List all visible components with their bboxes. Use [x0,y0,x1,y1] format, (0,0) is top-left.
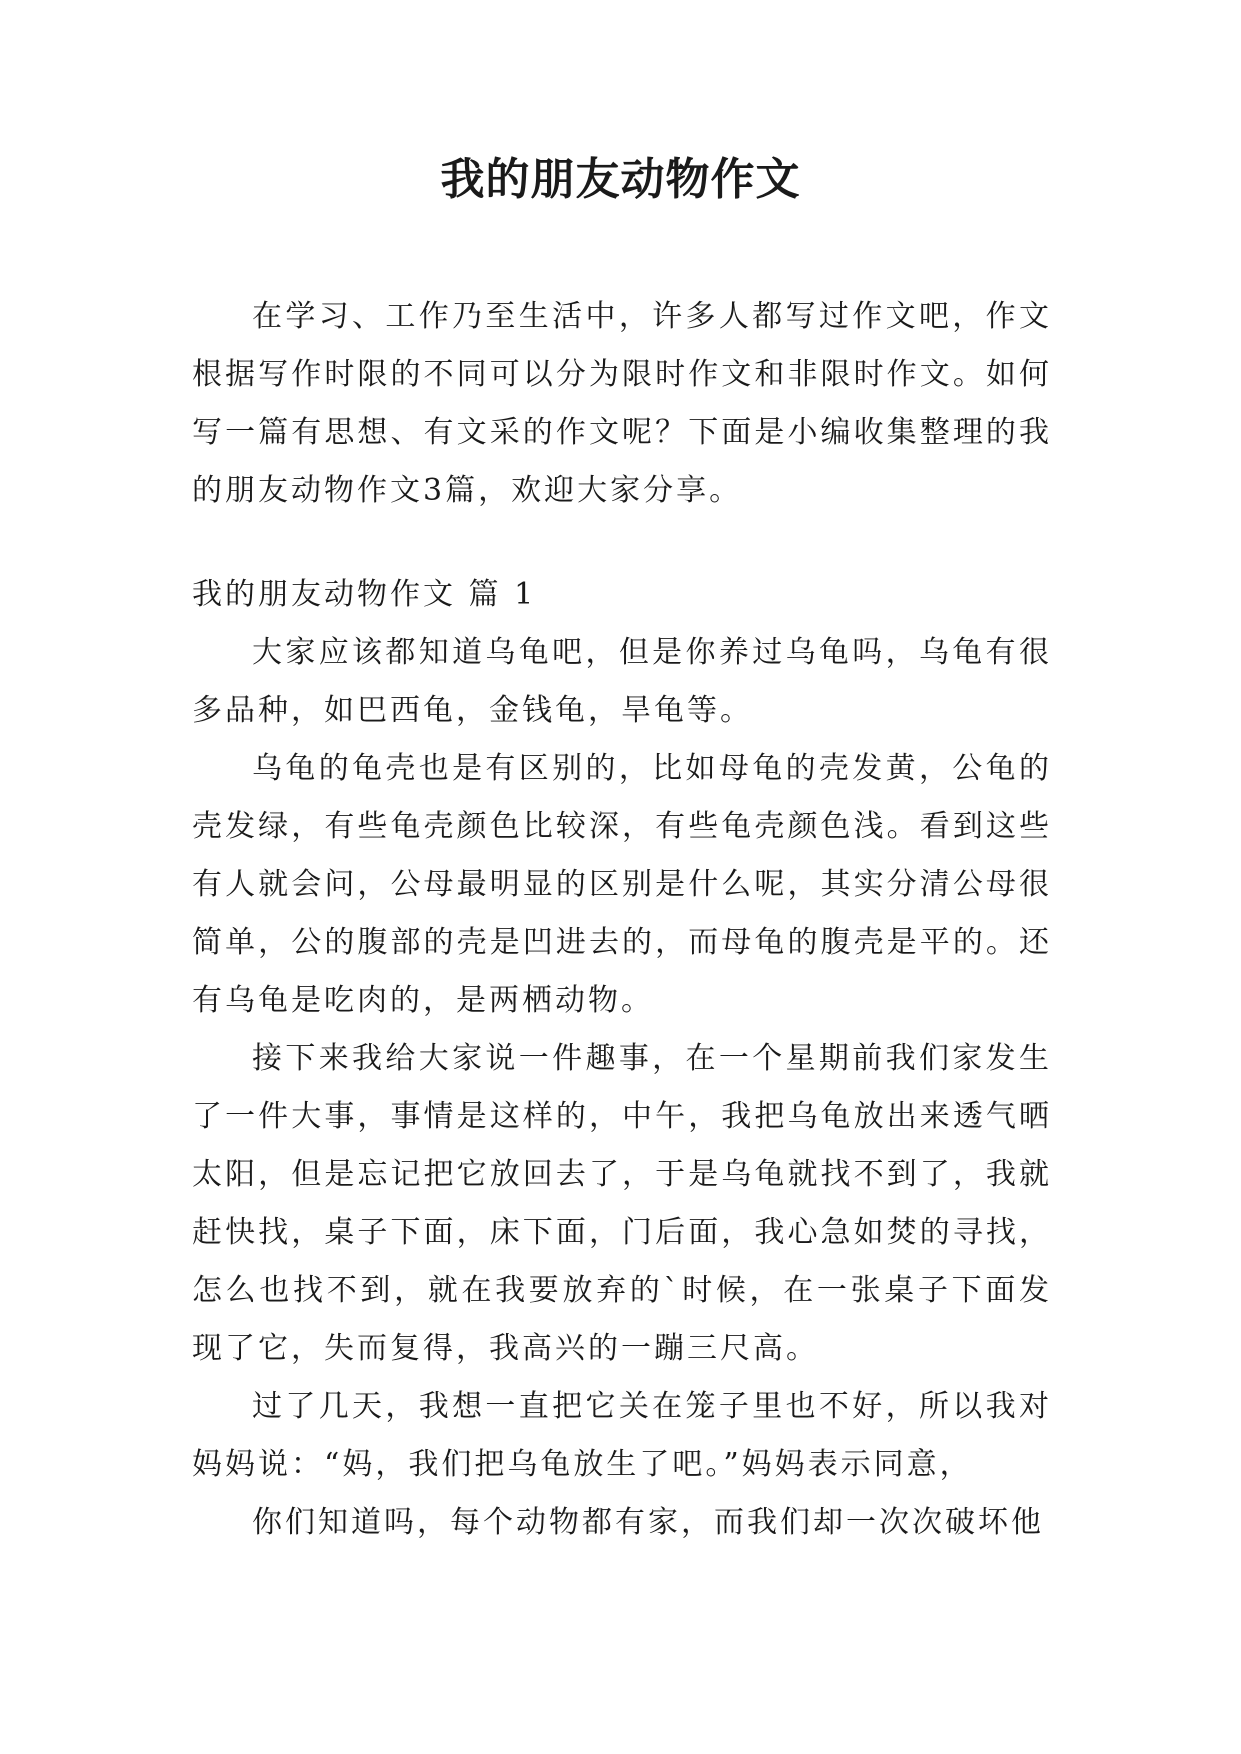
body-paragraph: 大家应该都知道乌龟吧，但是你养过乌龟吗，乌龟有很多品种，如巴西龟，金钱龟，旱龟等。 [192,635,1052,728]
body-paragraph: 接下来我给大家说一件趣事，在一个星期前我们家发生了一件大事，事情是这样的，中午，我把乌龟放出来透气晒太阳，但是忘记把它放回去了，于是乌龟就找不到了，我就赶快找，桌子下面，床下面，门后面，我心急如焚的寻找，怎么也找不到，就在我要放弃的`时候，在一张桌子下面发现了它，失而复得，我高兴的一蹦三尺高。 [192,1041,1052,1366]
section-heading: 我的朋友动物作文 篇 1 [192,577,537,612]
body-paragraph: 过了几天，我想一直把它关在笼子里也不好，所以我对妈妈说：“妈，我们把乌龟放生了吧。”妈妈表示同意， [192,1389,1052,1482]
body-paragraph: 乌龟的龟壳也是有区别的，比如母龟的壳发黄，公龟的壳发绿，有些龟壳颜色比较深，有些龟壳颜色浅。看到这些有人就会问，公母最明显的区别是什么呢，其实分清公母很简单，公的腹部的壳是凹进去的，而母龟的腹壳是平的。还有乌龟是吃肉的，是两栖动物。 [192,751,1052,1018]
body-paragraph: 你们知道吗，每个动物都有家，而我们却一次次破坏他 [252,1505,1044,1540]
document-body [192,288,1052,1552]
intro-paragraph: 在学习、工作乃至生活中，许多人都写过作文吧，作文根据写作时限的不同可以分为限时作文和非限时作文。如何写一篇有思想、有文采的作文呢？下面是小编收集整理的我的朋友动物作文3篇，欢迎大家分享。 [192,299,1052,508]
document-title: 我的朋友动物作文 [440,154,801,205]
